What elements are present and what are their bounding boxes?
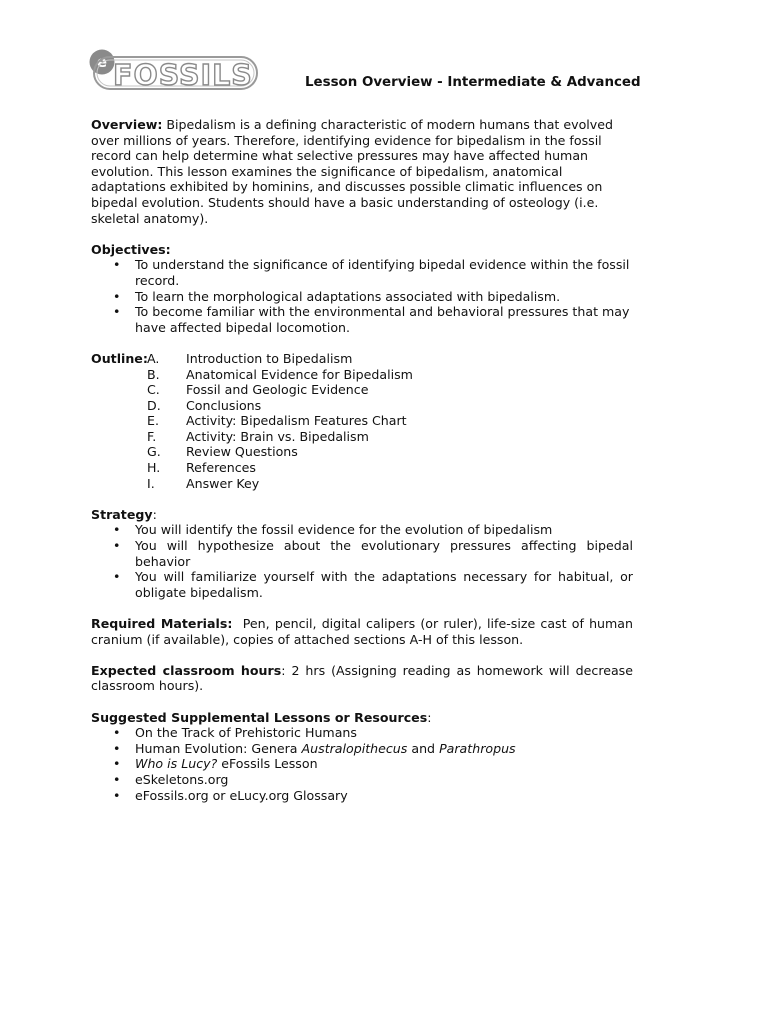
outline-item-text: References bbox=[186, 460, 256, 476]
outline-item-text: Fossil and Geologic Evidence bbox=[186, 382, 369, 398]
strategy-label: Strategy bbox=[91, 506, 153, 522]
strategy-colon: : bbox=[152, 506, 157, 522]
hours-text: : 2 hrs (Assigning reading as homework will decrease classroom hours). bbox=[91, 662, 633, 694]
outline-item bbox=[147, 429, 413, 445]
materials-section bbox=[91, 616, 633, 647]
outline-item bbox=[147, 460, 413, 476]
supplemental-section bbox=[91, 710, 633, 804]
outline-list bbox=[147, 351, 413, 491]
hours-label: Expected classroom hours bbox=[91, 662, 282, 678]
outline-letter: G. bbox=[147, 444, 161, 460]
supplemental-item: • On the Track of Prehistoric Humans bbox=[91, 725, 633, 741]
overview-text: Bipedalism is a defining characteristic of modern humans that evolved over millions of years. Therefore, identifying evidence for bipedalism in the fossil record can help determine what selective pressures may have affected human evolution. This lesson examines the significance of bipedalism, anatomical adaptations exhibited by hominins, and discusses possible climatic influences on bipedal evolution. Students should have a basic understanding of osteology (i.e. skeletal anatomy). bbox=[91, 117, 613, 226]
strategy-section bbox=[91, 507, 633, 601]
outline-item-text: Introduction to Bipedalism bbox=[186, 350, 353, 366]
overview-section bbox=[91, 117, 633, 226]
outline-letter: E. bbox=[147, 413, 159, 429]
outline-item bbox=[147, 382, 413, 398]
strategy-heading bbox=[91, 507, 633, 523]
outline-section bbox=[91, 351, 633, 491]
hours-section bbox=[91, 663, 633, 694]
objective-item: • To learn the morphological adaptations associated with bipedalism. bbox=[91, 289, 633, 305]
outline-letter: B. bbox=[147, 366, 160, 382]
outline-item-text: Review Questions bbox=[186, 444, 298, 460]
outline-item bbox=[147, 351, 413, 367]
outline-item-text: Conclusions bbox=[186, 397, 262, 413]
materials-text: Pen, pencil, digital calipers (or ruler), life-size cast of human cranium (if available), copies of attached sections A-H of this lesson. bbox=[91, 616, 634, 647]
strategy-item: • You will familiarize yourself with the adaptations necessary for habitual, or obligate bipedalism. bbox=[91, 569, 633, 600]
outline-letter: D. bbox=[147, 397, 161, 413]
page-header bbox=[0, 0, 768, 110]
outline-item bbox=[147, 367, 413, 383]
genus-name: Australopithecus bbox=[301, 740, 408, 756]
supplemental-list bbox=[91, 725, 633, 803]
outline-letter: A. bbox=[147, 350, 160, 366]
outline-item bbox=[147, 413, 413, 429]
outline-item-text: Activity: Brain vs. Bipedalism bbox=[186, 428, 369, 444]
outline-letter: C. bbox=[147, 382, 160, 398]
outline-item bbox=[147, 398, 413, 414]
supplemental-item: • eSkeletons.org bbox=[91, 772, 633, 788]
supplemental-item-prefix: Human Evolution: Genera bbox=[135, 740, 302, 756]
outline-item bbox=[147, 444, 413, 460]
supplemental-item-suffix: eFossils Lesson bbox=[217, 756, 318, 772]
strategy-list bbox=[91, 522, 633, 600]
objectives-section bbox=[91, 242, 633, 336]
outline-item-text: Answer Key bbox=[186, 475, 260, 491]
supplemental-colon: : bbox=[427, 709, 432, 725]
overview-label: Overview: bbox=[91, 117, 163, 132]
conjunction: and bbox=[407, 740, 440, 756]
objective-item: • To become familiar with the environmental and behavioral pressures that may have affected bipedal locomotion. bbox=[91, 304, 633, 335]
supplemental-item: • eFossils.org or eLucy.org Glossary bbox=[91, 788, 633, 804]
document-body bbox=[91, 117, 633, 819]
materials-label: Required Materials: bbox=[91, 616, 233, 631]
supplemental-item bbox=[91, 741, 633, 757]
outline-letter: H. bbox=[147, 460, 161, 476]
supplemental-heading bbox=[91, 710, 633, 726]
supplemental-label: Suggested Supplemental Lessons or Resources bbox=[91, 709, 428, 725]
logo-e-letter: e bbox=[96, 53, 108, 71]
genus-name: Parathropus bbox=[439, 740, 516, 756]
objective-item: • To understand the significance of identifying bipedal evidence within the fossil record. bbox=[91, 257, 633, 288]
outline-item-text: Anatomical Evidence for Bipedalism bbox=[186, 366, 413, 382]
outline-item-text: Activity: Bipedalism Features Chart bbox=[186, 413, 407, 429]
supplemental-item bbox=[91, 756, 633, 772]
outline-item bbox=[147, 476, 413, 492]
strategy-item: • You will identify the fossil evidence for the evolution of bipedalism bbox=[91, 522, 633, 538]
strategy-item: • You will hypothesize about the evolutionary pressures affecting bipedal behavior bbox=[91, 538, 633, 569]
objectives-list bbox=[91, 257, 633, 335]
efossils-logo bbox=[88, 48, 263, 96]
outline-letter: I. bbox=[147, 475, 155, 491]
outline-label: Outline: bbox=[91, 350, 148, 366]
outline-letter: F. bbox=[147, 428, 157, 444]
lesson-title: Who is Lucy? bbox=[135, 756, 218, 772]
logo-wordmark: FOSSILS bbox=[113, 59, 253, 92]
page-title: Lesson Overview - Intermediate & Advanced bbox=[305, 75, 641, 90]
objectives-label: Objectives: bbox=[91, 241, 171, 257]
